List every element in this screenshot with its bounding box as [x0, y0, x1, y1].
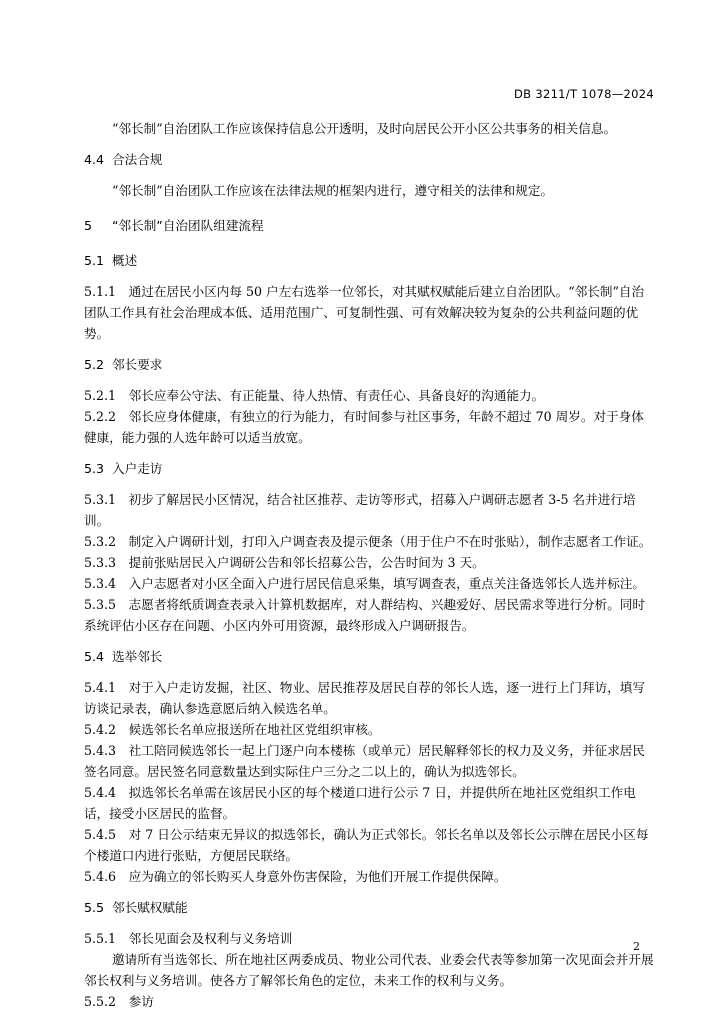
- clause-paragraph: 5.3.4 入户志愿者对小区全面入户进行居民信息采集，填写调查表，重点关注备选邻长人选并标注。: [84, 576, 645, 591]
- clause-paragraph: 5.3.3 提前张贴居民入户调研公告和邻长招募公告，公告时间为 3 天。: [84, 555, 485, 570]
- section-number: 4.4: [84, 152, 105, 167]
- section-heading: [84, 354, 656, 375]
- section-number: 5.5: [84, 900, 105, 915]
- chapter-heading: [84, 215, 656, 236]
- section-number: 5.4: [84, 649, 105, 664]
- section-heading: [84, 149, 656, 170]
- section-title: 概述: [112, 253, 138, 268]
- section-title: “邻长制”自治团队组建流程: [112, 218, 264, 233]
- section-title: 合法合规: [112, 152, 163, 167]
- clause-paragraph: 5.2.2 邻长应身体健康，有独立的行为能力，有时间参与社区事务，年龄不超过 70 周岁。对于身体健康，能力强的人选年龄可以适当放宽。: [84, 409, 644, 445]
- clause-paragraph: 5.3.1 初步了解居民小区情况，结合社区推荐、走访等形式，招募入户调研志愿者 3-5 名并进行培训。: [84, 492, 636, 528]
- clause-paragraph: 5.2.1 邻长应奉公守法、有正能量、待人热情、有责任心、具备良好的沟通能力。: [84, 388, 545, 403]
- section-heading: [84, 646, 656, 667]
- section-number: 5.2: [84, 357, 105, 372]
- paragraph: “邻长制”自治团队工作应该在法律法规的框架内进行，遵守相关的法律和规定。: [112, 183, 554, 198]
- clause-paragraph: 5.4.3 社工陪同候选邻长一起上门逐户向本楼栋（或单元）居民解释邻长的权力及义务，并征求居民签名同意。居民签名同意数量达到实际住户三分之二以上的，确认为拟选邻长。: [84, 743, 645, 779]
- section-number: 5: [84, 218, 93, 233]
- clause-paragraph: 5.4.5 对 7 日公示结束无异议的拟选邻长，确认为正式邻长。邻长名单以及邻长公示牌在居民小区每个楼道口内进行张贴，方便居民联络。: [84, 827, 649, 863]
- clause-paragraph: 5.3.2 制定入户调研计划，打印入户调查表及提示便条（用于住户不在时张贴），制作志愿者工作证。: [84, 534, 652, 549]
- section-heading: [84, 458, 656, 479]
- clause-paragraph: 5.5.2 参访: [84, 994, 154, 1009]
- page-number: 2: [633, 940, 640, 953]
- section-title: 邻长赋权赋能: [112, 900, 188, 915]
- clause-paragraph: 5.1.1 通过在居民小区内每 50 户左右选举一位邻长，对其赋权赋能后建立自治团队。“邻长制”自治团队工作具有社会治理成本低、适用范围广、可复制性强、可有效解决较为复杂的公共利益问题的优势。: [84, 284, 645, 341]
- section-number: 5.3: [84, 461, 105, 476]
- clause-paragraph: 5.4.2 候选邻长名单应报送所在地社区党组织审核。: [84, 722, 381, 737]
- clause-paragraph: 5.4.1 对于入户走访发掘，社区、物业、居民推荐及居民自荐的邻长人选，逐一进行上门拜访，填写访谈记录表，确认参选意愿后纳入候选名单。: [84, 680, 645, 716]
- clause-paragraph: 5.5.1 邻长见面会及权利与义务培训: [84, 931, 293, 946]
- paragraph: 邀请所有当选邻长、所在地社区两委成员、物业公司代表、业委会代表等参加第一次见面会并开展邻长权利与义务培训。使各方了解邻长角色的定位，未来工作的权利与义务。: [84, 952, 654, 988]
- section-number: 5.1: [84, 253, 105, 268]
- document-id: DB 3211/T 1078—2024: [514, 87, 654, 101]
- section-heading: [84, 250, 656, 271]
- document-body: [84, 118, 656, 1012]
- section-title: 选举邻长: [112, 649, 163, 664]
- section-title: 入户走访: [112, 461, 163, 476]
- clause-paragraph: 5.3.5 志愿者将纸质调查表录入计算机数据库，对人群结构、兴趣爱好、居民需求等进行分析。同时系统评估小区存在问题、小区内外可用资源，最终形成入户调研报告。: [84, 597, 645, 633]
- paragraph: “邻长制”自治团队工作应该保持信息公开透明，及时向居民公开小区公共事务的相关信息。: [112, 121, 617, 136]
- section-title: 邻长要求: [112, 357, 163, 372]
- clause-paragraph: 5.4.6 应为确立的邻长购买人身意外伤害保险，为他们开展工作提供保障。: [84, 869, 507, 884]
- clause-paragraph: 5.4.4 拟选邻长名单需在该居民小区的每个楼道口进行公示 7 日，并提供所在地社区党组织工作电话，接受小区居民的监督。: [84, 785, 636, 821]
- section-heading: [84, 897, 656, 918]
